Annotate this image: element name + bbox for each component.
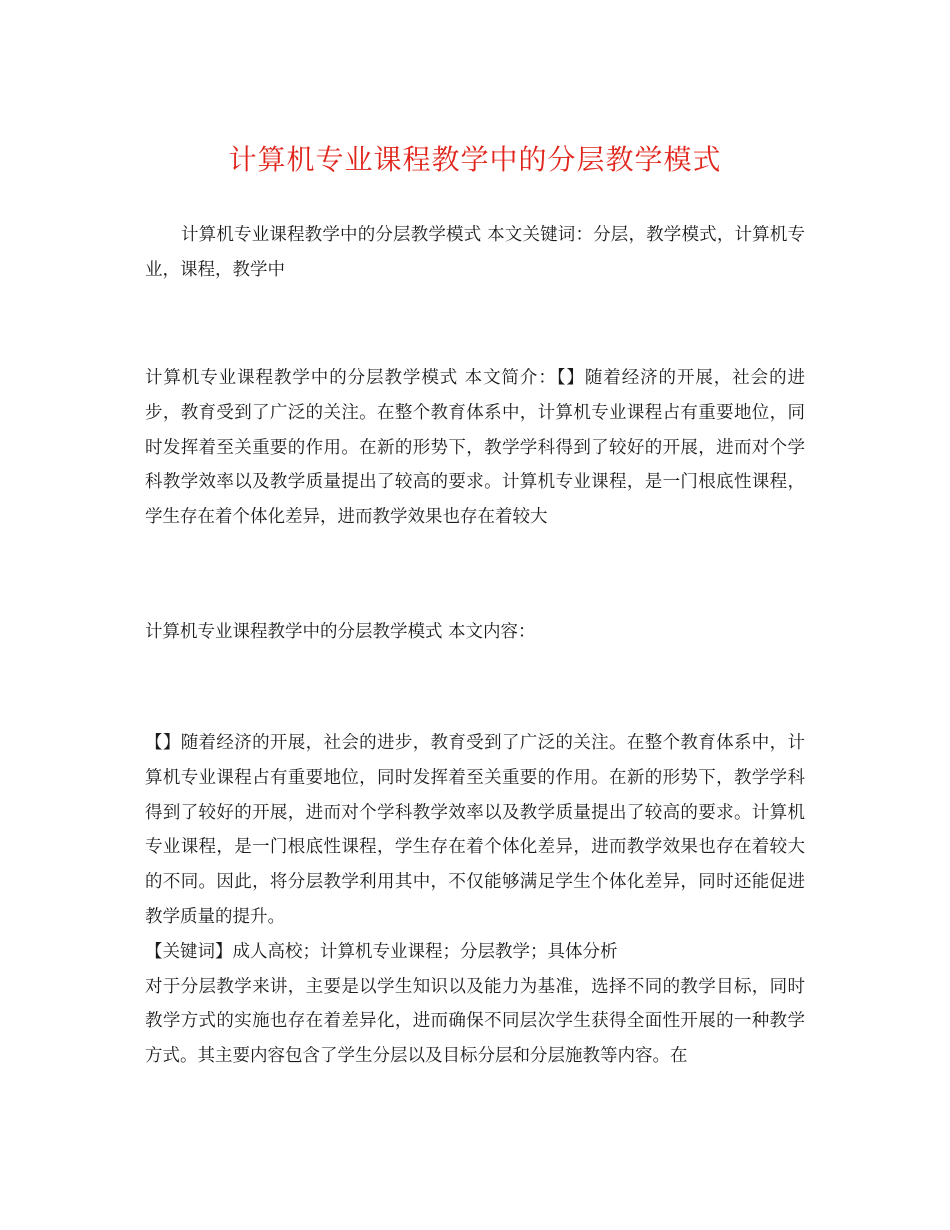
body-paragraph-keywords: 【关键词】成人高校；计算机专业课程；分层教学；具体分析 <box>145 941 618 962</box>
body-paragraph-2: 对于分层教学来讲，主要是以学生知识以及能力为基准，选择不同的教学目标，同时教学方式的实施也存在着差异化，进而确保不同层次学生获得全面性开展的一种教学方式。其主要内容包含了学生分层以及目标分层和分层施教等内容。在 <box>145 976 805 1067</box>
intro-paragraph: 计算机专业课程教学中的分层教学模式 本文简介：【】随着经济的开展，社会的进步，教育受到了广泛的关注。在整个教育体系中，计算机专业课程占有重要地位，同时发挥着至关重要的作用。在新的形势下，教学学科得到了较好的开展，进而对个学科教学效率以及教学质量提出了较高的要求。计算机专业课程，是一门根底性课程，学生存在着个体化差异，进而教学效果也存在着较大 <box>145 368 805 528</box>
body-text <box>145 726 805 1074</box>
keywords-paragraph: 计算机专业课程教学中的分层教学模式 本文关键词：分层，教学模式，计算机专业，课程，教学中 <box>145 225 805 280</box>
document-title: 计算机专业课程教学中的分层教学模式 <box>228 143 722 176</box>
content-label: 计算机专业课程教学中的分层教学模式 本文内容： <box>145 622 536 642</box>
body-paragraph-1: 【】随着经济的开展，社会的进步，教育受到了广泛的关注。在整个教育体系中，计算机专业课程占有重要地位，同时发挥着至关重要的作用。在新的形势下，教学学科得到了较好的开展，进而对个学科教学效率以及教学质量提出了较高的要求。计算机专业课程，是一门根底性课程，学生存在着个体化差异，进而教学效果也存在着较大的不同。因此，将分层教学利用其中，不仅能够满足学生个体化差异，同时还能促进教学质量的提升。 <box>145 733 805 927</box>
